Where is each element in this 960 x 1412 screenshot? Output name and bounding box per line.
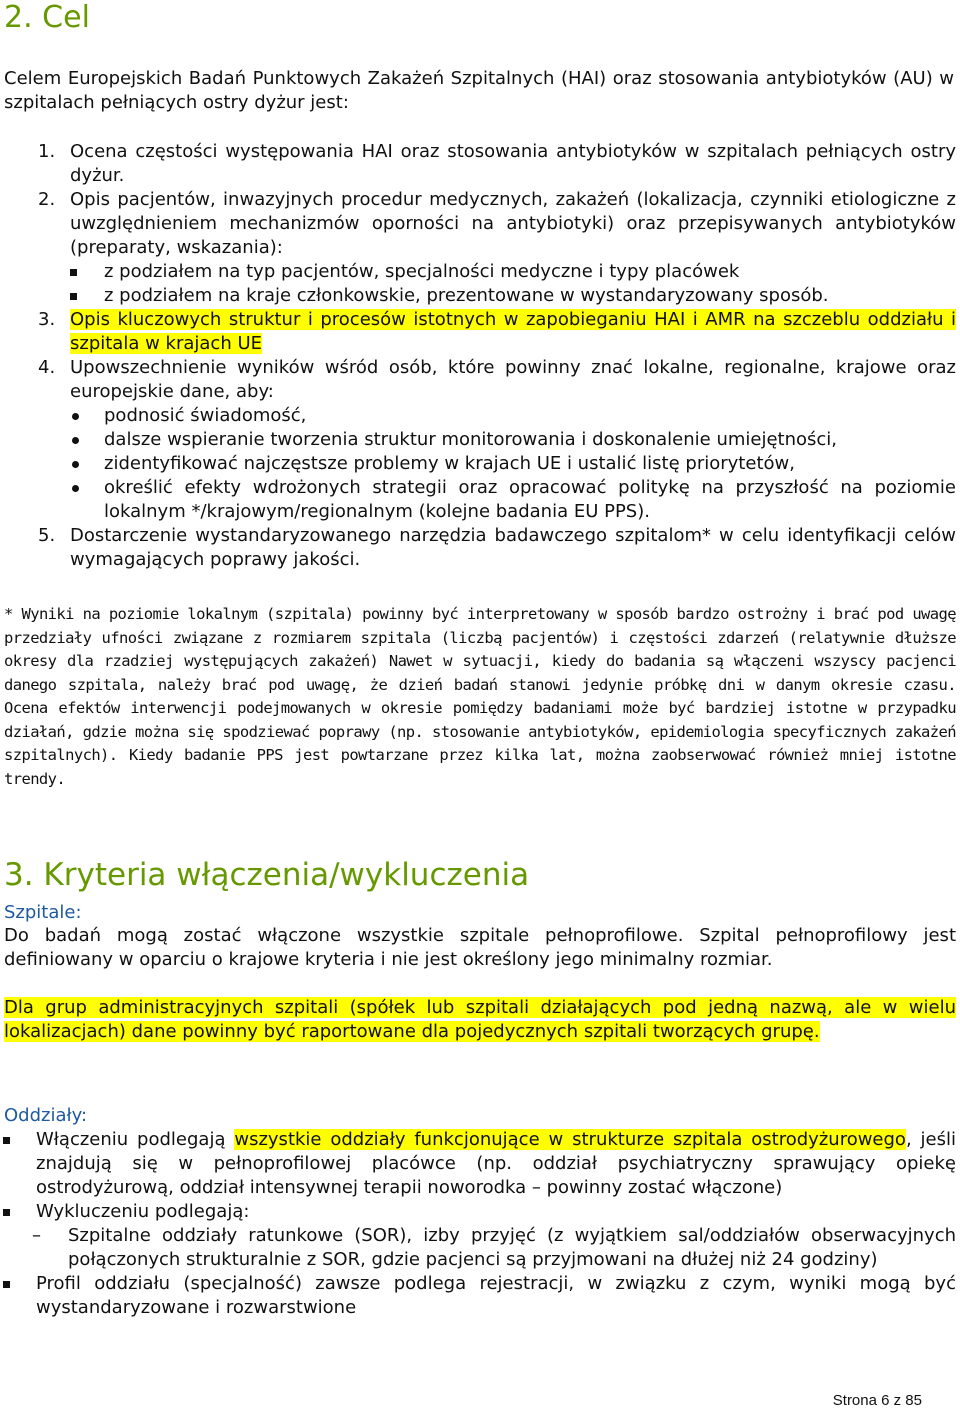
exclude-sublist — [0, 1224, 956, 1272]
footnote: * Wyniki na poziomie lokalnym (szpitala) powinny być interpretowany w sposób bardzo ostrożny i brać pod uwagę przedziały ufności związane z rozmiarem szpitala (liczbą pacjentów) i częstości zdarzeń (relatywnie dłuższe okresy dla rzadziej występujących zakażeń) Nawet w sytuacji, kiedy do badania są włączeni wszyscy pacjenci danego szpitala, należy brać pod uwagę, że dzień badań stanowi jedynie próbkę dni w danym okresie czasu. Ocena efektów interwencji podejmowanych w okresie pomiędzy badaniami może być bardziej istotne w przypadku działań, gdzie można się spodziewać poprawy (np. stosowanie antybiotyków, epidemiologia specyficznych zakażeń szpitalnych). Kiedy badanie PPS jest powtarzane przez kilka lat, można zaobserwować również mniej istotne trendy. — [4, 605, 956, 788]
wards-label: Oddziały: — [4, 1105, 88, 1126]
highlighted-text: Dla grup administracyjnych szpitali (spółek lub szpitali działających pod jedną nazwą, ale w wielu lokalizacjach) dane powinny być raportowane dla pojedycznych szpitali tworzących grupę. — [4, 997, 956, 1042]
goal-4-sublist — [70, 404, 956, 524]
section-3-heading: 3. Kryteria włączenia/wykluczenia — [4, 857, 530, 893]
page-number: Strona 6 z 85 — [832, 1392, 922, 1409]
goals-list — [0, 140, 956, 572]
wards-profile-item: Profil oddziału (specjalność) zawsze podlega rejestracji, w związku z czym, wyniki mogą być wystandaryzowane i rozwarstwione — [0, 1272, 956, 1320]
goal-item-3: 3. Opis kluczowych struktur i procesów istotnych w zapobieganiu HAI i AMR na szczeblu oddziału i szpitala w krajach UE — [38, 309, 956, 354]
section-2-heading: 2. Cel — [4, 0, 90, 35]
list-item: z podziałem na kraje członkowskie, prezentowane w wystandaryzowany sposób. — [70, 284, 956, 308]
goal-item-4: 4. Upowszechnienie wyników wśród osób, które powinny znać lokalne, regionalne, krajowe oraz europejskie dane, aby: podnosić świadomość, dalsze wspieranie tworzenia struktur monitorowania i doskonalenie umiejętności, zidentyfikować najczęstsze problemy w krajach UE i ustalić listę priorytetów, określić efekty wdrożonych strategii oraz opracować politykę na przyszłość na poziomie lokalnym */krajowym/regionalnym (kolejne badania EU PPS). — [38, 357, 956, 522]
hospitals-paragraph-1: Do badań mogą zostać włączone wszystkie szpitale pełnoprofilowe. Szpital pełnoprofilowy jest definiowany w oparciu o krajowe kryteria i nie jest określony jego minimalny rozmiar. — [4, 925, 956, 970]
section-2-intro: Celem Europejskich Badań Punktowych Zakażeń Szpitalnych (HAI) oraz stosowania antybiotyków (AU) w szpitalach pełniących ostry dyżur jest: — [4, 68, 954, 113]
goal-item-1: 1. Ocena częstości występowania HAI oraz stosowania antybiotyków w szpitalach pełniących ostry dyżur. — [38, 141, 956, 186]
goal-2-sublist — [70, 260, 956, 308]
goal-item-2: 2. Opis pacjentów, inwazyjnych procedur medycznych, zakażeń (lokalizacja, czynniki etiologiczne z uwzględnieniem mechanizmów oporności na antybiotyki) oraz przepisywanych antybiotyków (preparaty, wskazania): z podziałem na typ pacjentów, specjalności medyczne i typy placówek z podziałem na kraje członkowskie, prezentowane w wystandaryzowany sposób. — [38, 189, 956, 306]
hospitals-label: Szpitale: — [4, 902, 82, 923]
list-item: zidentyfikować najczęstsze problemy w krajach UE i ustalić listę priorytetów, — [70, 452, 956, 476]
goal-item-5: 5. Dostarczenie wystandaryzowanego narzędzia badawczego szpitalom* w celu identyfikacji celów wymagających poprawy jakości. — [38, 525, 956, 570]
highlighted-text: wszystkie oddziały funkcjonujące w strukturze szpitala ostrodyżurowego — [234, 1129, 906, 1150]
hospitals-paragraph-2 — [4, 996, 956, 1044]
list-item: podnosić świadomość, — [70, 404, 956, 428]
wards-list — [0, 1128, 956, 1320]
list-item: z podziałem na typ pacjentów, specjalności medyczne i typy placówek — [70, 260, 956, 284]
list-item: – Szpitalne oddziały ratunkowe (SOR), izby przyjęć (z wyjątkiem sal/oddziałów obserwacyjnych połączonych strukturalnie z SOR, gdzie pacjenci są przyjmowani na dłużej niż 24 godziny) — [0, 1224, 956, 1272]
highlighted-text: Opis kluczowych struktur i procesów istotnych w zapobieganiu HAI i AMR na szczeblu oddziału i szpitala w krajach UE — [70, 309, 956, 354]
list-item: określić efekty wdrożonych strategii oraz opracować politykę na przyszłość na poziomie lokalnym */krajowym/regionalnym (kolejne badania EU PPS). — [70, 476, 956, 524]
wards-exclude-item: Wykluczeniu podlegają: – Szpitalne oddziały ratunkowe (SOR), izby przyjęć (z wyjątkiem sal/oddziałów obserwacyjnych połączonych strukturalnie z SOR, gdzie pacjenci są przyjmowani na dłużej niż 24 godziny) — [0, 1200, 956, 1272]
wards-include-item: Włączeniu podlegają wszystkie oddziały funkcjonujące w strukturze szpitala ostrodyżurowego, jeśli znajdują się w pełnoprofilowej placówce (np. oddział psychiatryczny sprawujący opiekę ostrodyżurową, oddział intensywnej terapii noworodka – powinny zostać włączone) — [0, 1128, 956, 1200]
list-item: dalsze wspieranie tworzenia struktur monitorowania i doskonalenie umiejętności, — [70, 428, 956, 452]
